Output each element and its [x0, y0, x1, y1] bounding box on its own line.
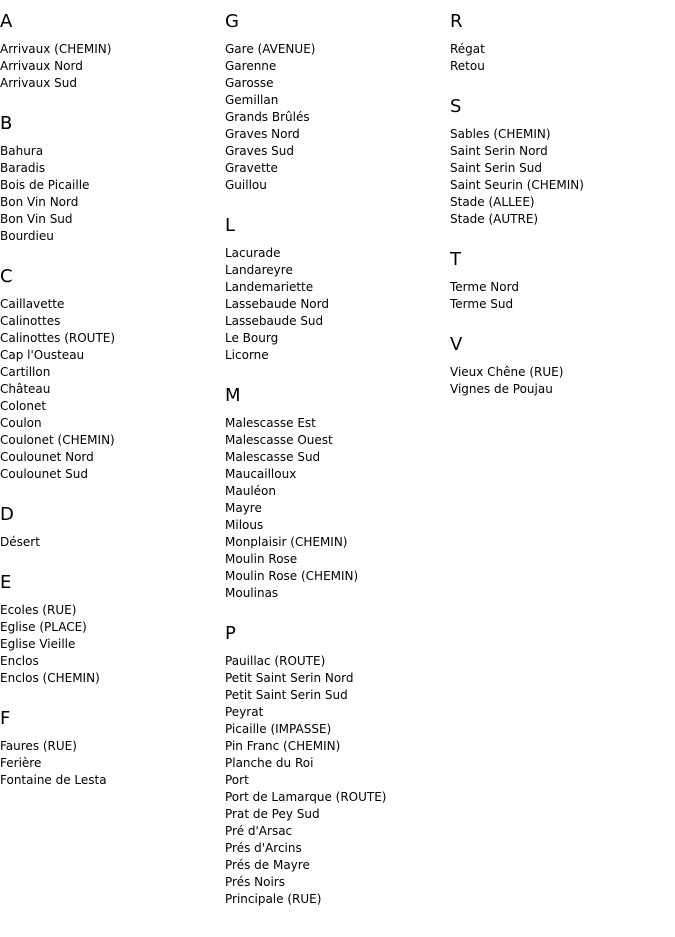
- street-link[interactable]: Désert: [0, 535, 40, 549]
- street-link[interactable]: Eglise Vieille: [0, 637, 76, 651]
- street-link[interactable]: Bon Vin Sud: [0, 212, 73, 226]
- street-link[interactable]: Coulon: [0, 416, 42, 430]
- street-link[interactable]: Prés d'Arcins: [225, 841, 302, 855]
- street-link[interactable]: Saint Seurin (CHEMIN): [450, 178, 584, 192]
- index-column: [225, 11, 445, 929]
- letter-heading: R: [450, 11, 463, 32]
- street-link[interactable]: Picaille (IMPASSE): [225, 722, 332, 736]
- street-link[interactable]: Terme Nord: [450, 280, 519, 294]
- street-link[interactable]: Bahura: [0, 144, 44, 158]
- street-link[interactable]: Arrivaux Sud: [0, 76, 78, 90]
- street-link[interactable]: Lassebaude Sud: [225, 314, 324, 328]
- letter-group: [0, 572, 220, 687]
- street-link[interactable]: Licorne: [225, 348, 269, 362]
- street-link[interactable]: Bois de Picaille: [0, 178, 90, 192]
- street-link[interactable]: Gemillan: [225, 93, 279, 107]
- street-link[interactable]: Prés de Mayre: [225, 858, 310, 872]
- letter-heading: B: [0, 113, 13, 134]
- index-column: [0, 11, 220, 810]
- street-link[interactable]: Milous: [225, 518, 264, 532]
- street-link[interactable]: Guillou: [225, 178, 267, 192]
- street-link[interactable]: Coulonet (CHEMIN): [0, 433, 115, 447]
- street-link[interactable]: Vieux Chêne (RUE): [450, 365, 564, 379]
- street-list: [450, 41, 670, 75]
- street-link[interactable]: Stade (ALLEE): [450, 195, 535, 209]
- street-link[interactable]: Sables (CHEMIN): [450, 127, 551, 141]
- letter-heading: E: [0, 572, 12, 593]
- letter-heading: D: [0, 504, 14, 525]
- street-link[interactable]: Enclos (CHEMIN): [0, 671, 100, 685]
- street-link[interactable]: Ecoles (RUE): [0, 603, 77, 617]
- letter-group: [0, 504, 220, 551]
- street-link[interactable]: Port: [225, 773, 249, 787]
- street-link[interactable]: Monplaisir (CHEMIN): [225, 535, 348, 549]
- letter-group: [225, 11, 445, 194]
- street-link[interactable]: Vignes de Poujau: [450, 382, 553, 396]
- street-link[interactable]: Petit Saint Serin Nord: [225, 671, 354, 685]
- street-link[interactable]: Malescasse Est: [225, 416, 316, 430]
- street-link[interactable]: Garosse: [225, 76, 274, 90]
- street-list: [0, 296, 220, 483]
- street-link[interactable]: Graves Nord: [225, 127, 300, 141]
- letter-heading: M: [225, 385, 241, 406]
- street-link[interactable]: Pauillac (ROUTE): [225, 654, 326, 668]
- letter-heading: S: [450, 96, 462, 117]
- street-list: [0, 41, 220, 92]
- street-list: [450, 126, 670, 228]
- letter-group: [225, 215, 445, 364]
- street-list: [0, 143, 220, 245]
- street-link[interactable]: Colonet: [0, 399, 47, 413]
- street-list: [225, 415, 445, 602]
- letter-heading: C: [0, 266, 13, 287]
- letter-group: [0, 113, 220, 245]
- street-link[interactable]: Pré d'Arsac: [225, 824, 293, 838]
- street-link[interactable]: Grands Brûlés: [225, 110, 310, 124]
- street-link[interactable]: Enclos: [0, 654, 39, 668]
- letter-group: [225, 623, 445, 908]
- letter-group: [225, 385, 445, 602]
- street-link[interactable]: Cartillon: [0, 365, 51, 379]
- street-link[interactable]: Régat: [450, 42, 485, 56]
- street-link[interactable]: Coulounet Nord: [0, 450, 94, 464]
- street-link[interactable]: Calinottes: [0, 314, 61, 328]
- letter-group: [0, 708, 220, 789]
- street-link[interactable]: Le Bourg: [225, 331, 279, 345]
- letter-group: [0, 266, 220, 483]
- street-link[interactable]: Arrivaux Nord: [0, 59, 83, 73]
- street-link[interactable]: Landareyre: [225, 263, 293, 277]
- street-link[interactable]: Mauléon: [225, 484, 276, 498]
- street-link[interactable]: Mayre: [225, 501, 262, 515]
- letter-heading: G: [225, 11, 239, 32]
- letter-heading: V: [450, 334, 463, 355]
- street-link[interactable]: Eglise (PLACE): [0, 620, 87, 634]
- street-link[interactable]: Malescasse Sud: [225, 450, 321, 464]
- letter-heading: F: [0, 708, 11, 729]
- street-link[interactable]: Petit Saint Serin Sud: [225, 688, 348, 702]
- street-link[interactable]: Bourdieu: [0, 229, 54, 243]
- street-link[interactable]: Peyrat: [225, 705, 264, 719]
- letter-group: [450, 11, 670, 75]
- street-link[interactable]: Saint Serin Nord: [450, 144, 548, 158]
- letter-heading: A: [0, 11, 13, 32]
- street-link[interactable]: Stade (AUTRE): [450, 212, 539, 226]
- street-link[interactable]: Château: [0, 382, 51, 396]
- street-link[interactable]: Prat de Pey Sud: [225, 807, 320, 821]
- street-list: [450, 364, 670, 398]
- street-link[interactable]: Lassebaude Nord: [225, 297, 329, 311]
- street-link[interactable]: Maucailloux: [225, 467, 297, 481]
- street-list: [450, 279, 670, 313]
- street-link[interactable]: Principale (RUE): [225, 892, 322, 906]
- street-link[interactable]: Cap l'Ousteau: [0, 348, 85, 362]
- street-link[interactable]: Gare (AVENUE): [225, 42, 316, 56]
- street-list: [0, 602, 220, 687]
- street-link[interactable]: Coulounet Sud: [0, 467, 88, 481]
- street-link[interactable]: Ferière: [0, 756, 42, 770]
- street-link[interactable]: Moulin Rose: [225, 552, 298, 566]
- letter-heading: L: [225, 215, 236, 236]
- street-link[interactable]: Prés Noirs: [225, 875, 285, 889]
- street-list: [225, 653, 445, 908]
- street-list: [0, 534, 220, 551]
- street-link[interactable]: Malescasse Ouest: [225, 433, 333, 447]
- street-link[interactable]: Planche du Roi: [225, 756, 314, 770]
- letter-heading: T: [450, 249, 461, 270]
- letter-group: [450, 334, 670, 398]
- letter-heading: P: [225, 623, 236, 644]
- street-link[interactable]: Baradis: [0, 161, 46, 175]
- street-list: [225, 41, 445, 194]
- street-link[interactable]: Saint Serin Sud: [450, 161, 542, 175]
- street-link[interactable]: Faures (RUE): [0, 739, 77, 753]
- street-link[interactable]: Calinottes (ROUTE): [0, 331, 116, 345]
- street-list: [225, 245, 445, 364]
- street-link[interactable]: Garenne: [225, 59, 277, 73]
- street-list: [0, 738, 220, 789]
- street-link[interactable]: Bon Vin Nord: [0, 195, 79, 209]
- street-link[interactable]: Caillavette: [0, 297, 65, 311]
- letter-group: [0, 11, 220, 92]
- index-column: [450, 11, 670, 419]
- street-link[interactable]: Graves Sud: [225, 144, 294, 158]
- street-link[interactable]: Terme Sud: [450, 297, 514, 311]
- street-link[interactable]: Fontaine de Lesta: [0, 773, 107, 787]
- street-link[interactable]: Arrivaux (CHEMIN): [0, 42, 112, 56]
- street-link[interactable]: Gravette: [225, 161, 278, 175]
- street-link[interactable]: Moulin Rose (CHEMIN): [225, 569, 359, 583]
- street-link[interactable]: Pin Franc (CHEMIN): [225, 739, 341, 753]
- letter-group: [450, 249, 670, 313]
- street-link[interactable]: Landemariette: [225, 280, 314, 294]
- street-link[interactable]: Moulinas: [225, 586, 279, 600]
- letter-group: [450, 96, 670, 228]
- street-link[interactable]: Lacurade: [225, 246, 281, 260]
- street-link[interactable]: Port de Lamarque (ROUTE): [225, 790, 387, 804]
- street-link[interactable]: Retou: [450, 59, 485, 73]
